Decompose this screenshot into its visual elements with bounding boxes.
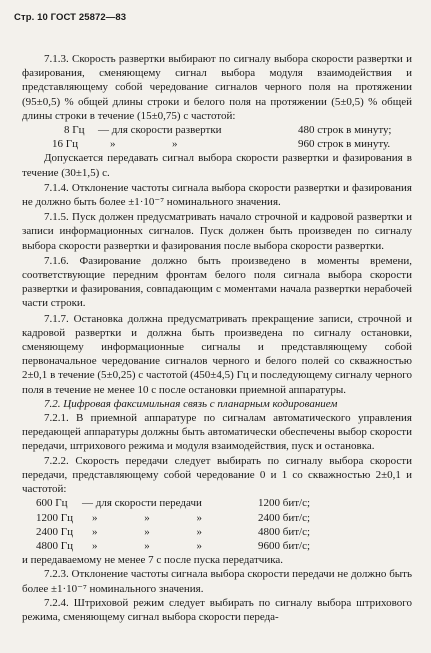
- speed-row: [22, 511, 412, 525]
- freq-result: 960 строк в минуту.: [298, 138, 391, 151]
- paragraph-7-1-6: 7.1.6. Фазирование должно быть произведено в моменты времени, соответствующие передним фронтам белого поля сигнала выбора скорости развертки и фазирования, совпадающим с моментами начала развертки нерабочей части строки.: [22, 254, 412, 310]
- speed-row: [22, 525, 412, 539]
- paragraph-7-1-4: 7.1.4. Отклонение частоты сигнала выбора скорости развертки и фазирования не должно быть более ±1·10⁻⁷ номинального значения.: [22, 181, 412, 209]
- speed-label: » » »: [92, 525, 202, 538]
- paragraph-7-1-5: 7.1.5. Пуск должен предусматривать начало строчной и кадровой развертки и записи информационных сигналов. Пуск должен быть произведен по сигналу выбора скорости развертки и фазирования после выбора скорости развертки.: [22, 211, 412, 252]
- ditto-mark: »: [110, 138, 116, 151]
- freq-row-16hz: [22, 137, 412, 151]
- document-body: [22, 52, 412, 624]
- freq-value: 4800 Гц: [36, 539, 73, 552]
- speed-result: 4800 бит/с;: [258, 525, 311, 538]
- speed-row: [22, 539, 412, 553]
- paragraph-7-2-2: 7.2.2. Скорость передачи следует выбирать по сигналу выбора скорости передачи, представляющему собой чередование 0 и 1 со скважностью 2±0,1 и частотой:: [22, 454, 412, 496]
- freq-label: — для скорости развертки: [98, 124, 222, 137]
- paragraph-7-2-4: 7.2.4. Штриховой режим следует выбирать по сигналу выбора штрихового режима, сменяющему сигнал выбора скорости переда-: [22, 596, 412, 623]
- freq-row-8hz: [22, 123, 412, 137]
- speed-label: — для скорости передачи: [82, 497, 202, 510]
- freq-value: 16 Гц: [52, 138, 78, 151]
- speed-result: 9600 бит/с;: [258, 539, 311, 552]
- speed-row: [22, 496, 412, 510]
- page-header: Стр. 10 ГОСТ 25872—83: [14, 12, 127, 23]
- freq-value: 1200 Гц: [36, 511, 73, 524]
- freq-value: 600 Гц: [36, 497, 68, 510]
- freq-value: 8 Гц: [64, 124, 85, 137]
- paragraph-7-1-3-note: Допускается передавать сигнал выбора скорости развертки и фазирования в течение (30±1,5) с.: [22, 152, 412, 179]
- speed-label: » » »: [92, 539, 202, 552]
- section-heading-7-2: 7.2. Цифровая факсимильная связь с планарным кодированием: [44, 397, 338, 410]
- freq-value: 2400 Гц: [36, 525, 73, 538]
- speed-result: 1200 бит/с;: [258, 497, 311, 510]
- freq-result: 480 строк в минуту;: [298, 124, 392, 137]
- ditto-mark: »: [172, 138, 178, 151]
- paragraph-7-2-2-tail: и передаваемому не менее 7 с после пуска передатчика.: [22, 554, 284, 567]
- paragraph-7-2-3: 7.2.3. Отклонение частоты сигнала выбора скорости передачи не должно быть более ±1·10⁻⁷ номинального значения.: [22, 568, 412, 595]
- paragraph-7-1-3: 7.1.3. Скорость развертки выбирают по сигналу выбора скорости развертки и фазирования, сменяющему сигнал выбора модуля взаимодействия и представляющему собой чередование сигналов черного поля на протяжении (95±0,5) % общей длины строки и белого поля на протяжении (5±0,5) % общей длины строки в течение (15±0,75) с частотой:: [22, 53, 412, 122]
- speed-result: 2400 бит/с;: [258, 511, 311, 524]
- paragraph-7-1-7: 7.1.7. Остановка должна предусматривать прекращение записи, строчной и кадровой развертки и должна быть произведена по сигналу остановки, сменяющему информационные сигналы и представляющему собой первоначальное чередование сигналов черного и белого полей со скважностью 2±0,1 в течение (5±0,25) с частотой (450±4,5) Гц и последующему сигналу черного поля в течение не менее 10 с после остановки приемной аппаратуры.: [22, 312, 412, 396]
- paragraph-7-2-1: 7.2.1. В приемной аппаратуре по сигналам автоматического управления передающей аппаратуры должны быть автоматически обеспечены выбор скорости передачи, штрихового режима и модуля взаимодействия, пуск и остановка.: [22, 412, 412, 453]
- speed-label: » » »: [92, 511, 202, 524]
